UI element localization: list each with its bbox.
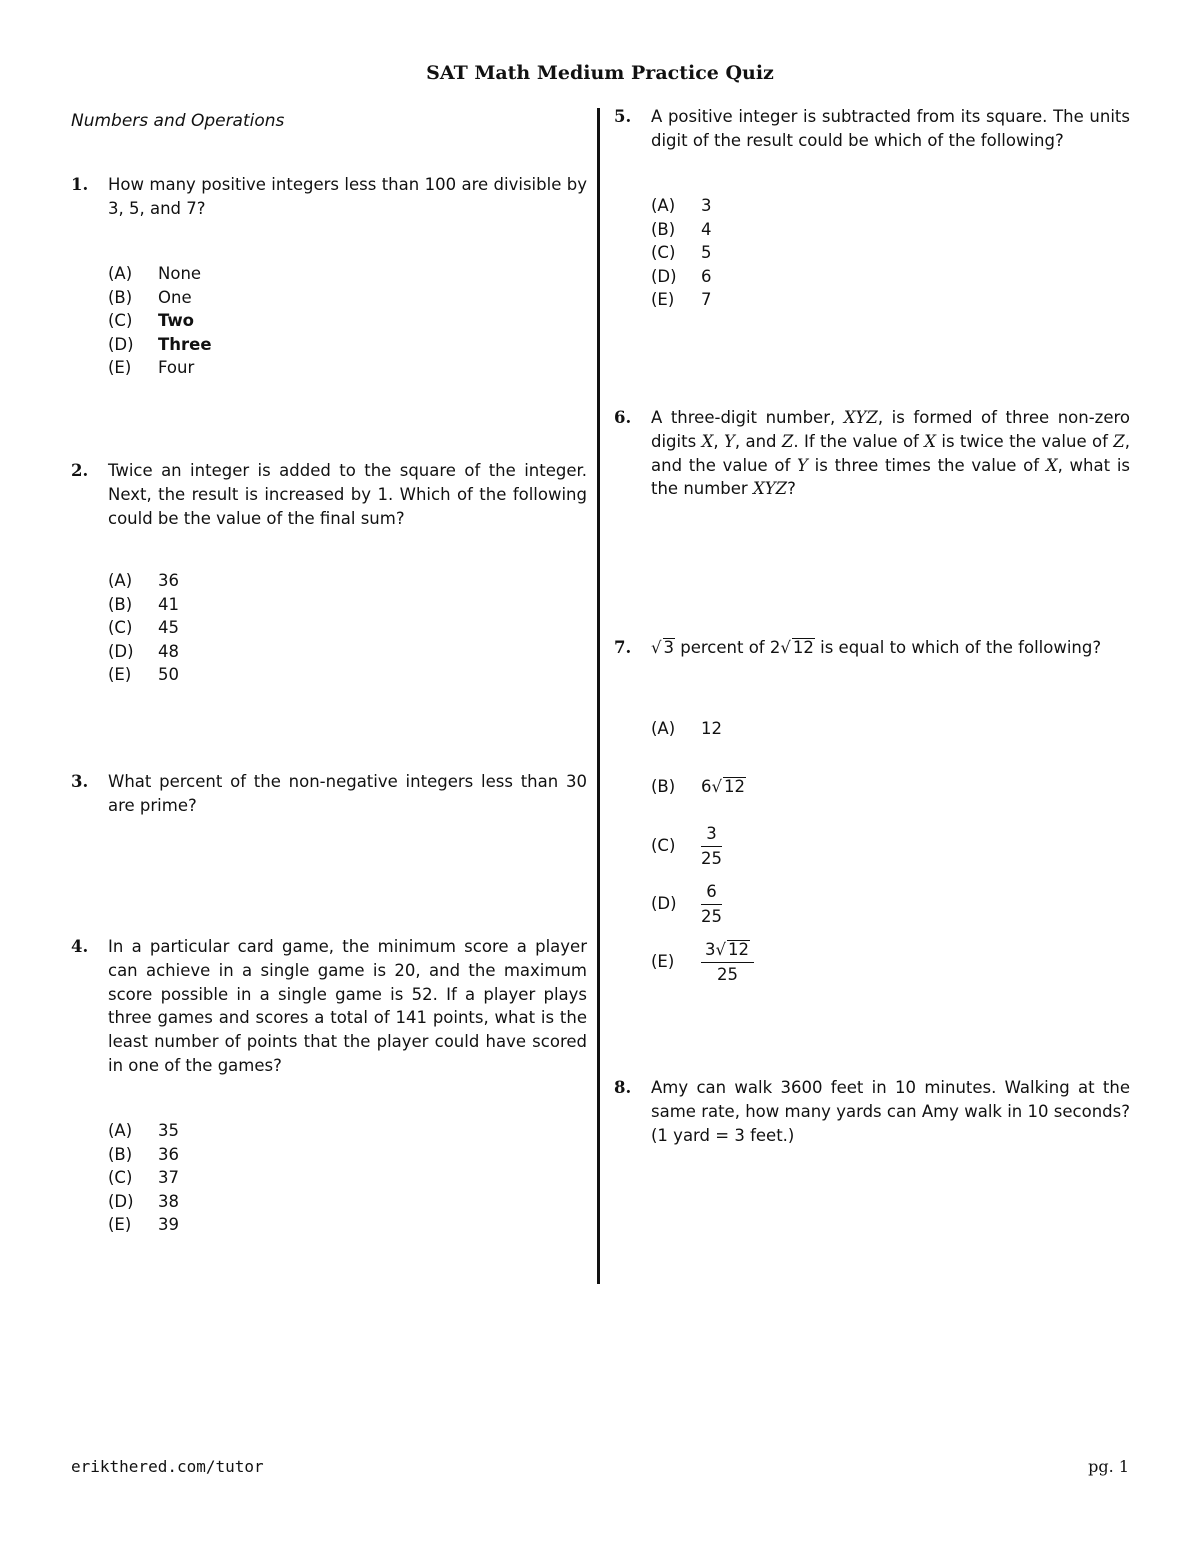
option-label: (C) [651,243,676,263]
option-value: $\frac{3√ 12}{25}$ [701,940,754,985]
option-label: (A) [651,196,676,215]
option-value: None [158,264,202,283]
option-label: (B) [651,777,676,796]
option-label: (C) [108,1168,133,1188]
option-value: 36 [158,571,179,590]
option-value: 36 [158,1144,179,1164]
option-value: 3 [701,196,712,215]
question-text: In a particular card game, the minimum score a player can achieve in a single game is 20, and the maximum score possible in a single game is 52. If a player plays three games and scores a total of 141 points, what is the least number of points that the player could have scored in one of the games? [108,937,587,1075]
option-value: 6 [701,266,712,286]
option-value: 45 [158,618,179,638]
option-label: (C) [651,836,676,855]
option-label: (D) [651,894,677,913]
question-text: Amy can walk 3600 feet in 10 minutes. Walking at the same rate, how many yards can Amy walk in 10 seconds? (1 yard = 3 feet.) [651,1078,1130,1145]
page-title: SAT Math Medium Practice Quiz [426,62,774,84]
page-number: pg. 1 [1088,1457,1129,1476]
option-value: 41 [158,594,179,614]
question-number: 6. [614,408,632,427]
option-value: Three [158,334,212,354]
option-value: 7 [701,290,712,310]
option-label: (D) [651,266,677,286]
option-label: (C) [108,311,133,331]
option-label: (E) [651,290,675,310]
sqrt-expression: √ 3 [651,638,675,657]
option-label: (D) [108,334,134,354]
question-text: Twice an integer is added to the square of the integer. Next, the result is increased by 1. Which of the following could be the value of the final sum? [108,461,587,528]
option-value: 5 [701,243,712,263]
option-value: 38 [158,1191,179,1211]
option-value: $\frac{3}{25}$ [701,824,722,868]
question-number: 1. [71,175,89,194]
option-value: Two [158,311,195,331]
option-label: (B) [108,1144,133,1164]
question-number: 5. [614,107,632,126]
option-label: (D) [108,1191,134,1211]
footer-url: erikthered.com/tutor [71,1457,264,1476]
option-value: 12 [701,719,722,738]
option-value: One [158,287,192,307]
option-value: Four [158,358,195,378]
question-text: What percent of the non-negative integers less than 30 are prime? [108,772,587,815]
section-heading: Numbers and Operations [71,111,285,131]
option-label: (E) [108,358,132,378]
question-text: √ 3 percent of 2√ 12 is equal to which of the following? [651,636,1130,660]
option-label: (A) [108,571,133,590]
question-text: A positive integer is subtracted from its square. The units digit of the result could be which of the following? [651,107,1130,150]
option-label: (E) [651,952,675,971]
option-label: (A) [108,1121,133,1140]
option-value: 6√ 12 [701,777,746,796]
question-number: 2. [71,461,89,480]
question-number: 3. [71,772,89,791]
option-label: (A) [651,719,676,738]
option-value: 4 [701,219,712,239]
column-divider [597,108,600,1284]
option-label: (B) [651,219,676,239]
option-value: 39 [158,1215,179,1235]
option-value: $\frac{6}{25}$ [701,882,722,926]
option-label: (D) [108,641,134,661]
option-label: (C) [108,618,133,638]
option-label: (E) [108,665,132,685]
option-label: (E) [108,1215,132,1235]
question-number: 7. [614,638,632,657]
option-value: 35 [158,1121,179,1140]
option-label: (B) [108,594,133,614]
option-label: (B) [108,287,133,307]
question-text: A three-digit number, XYZ, is formed of three non-zero digits X, Y, and Z. If the value of X is twice the value of Z, and the value of Y is three times the value of X, what is the number XYZ? [651,408,1131,499]
option-value: 48 [158,641,179,661]
sqrt-expression: √ 12 [780,638,814,657]
question-number: 4. [71,937,89,956]
question-number: 8. [614,1078,632,1097]
question-text: How many positive integers less than 100 are divisible by 3, 5, and 7? [108,175,587,218]
option-label: (A) [108,264,133,283]
option-value: 50 [158,665,179,685]
option-value: 37 [158,1168,179,1188]
